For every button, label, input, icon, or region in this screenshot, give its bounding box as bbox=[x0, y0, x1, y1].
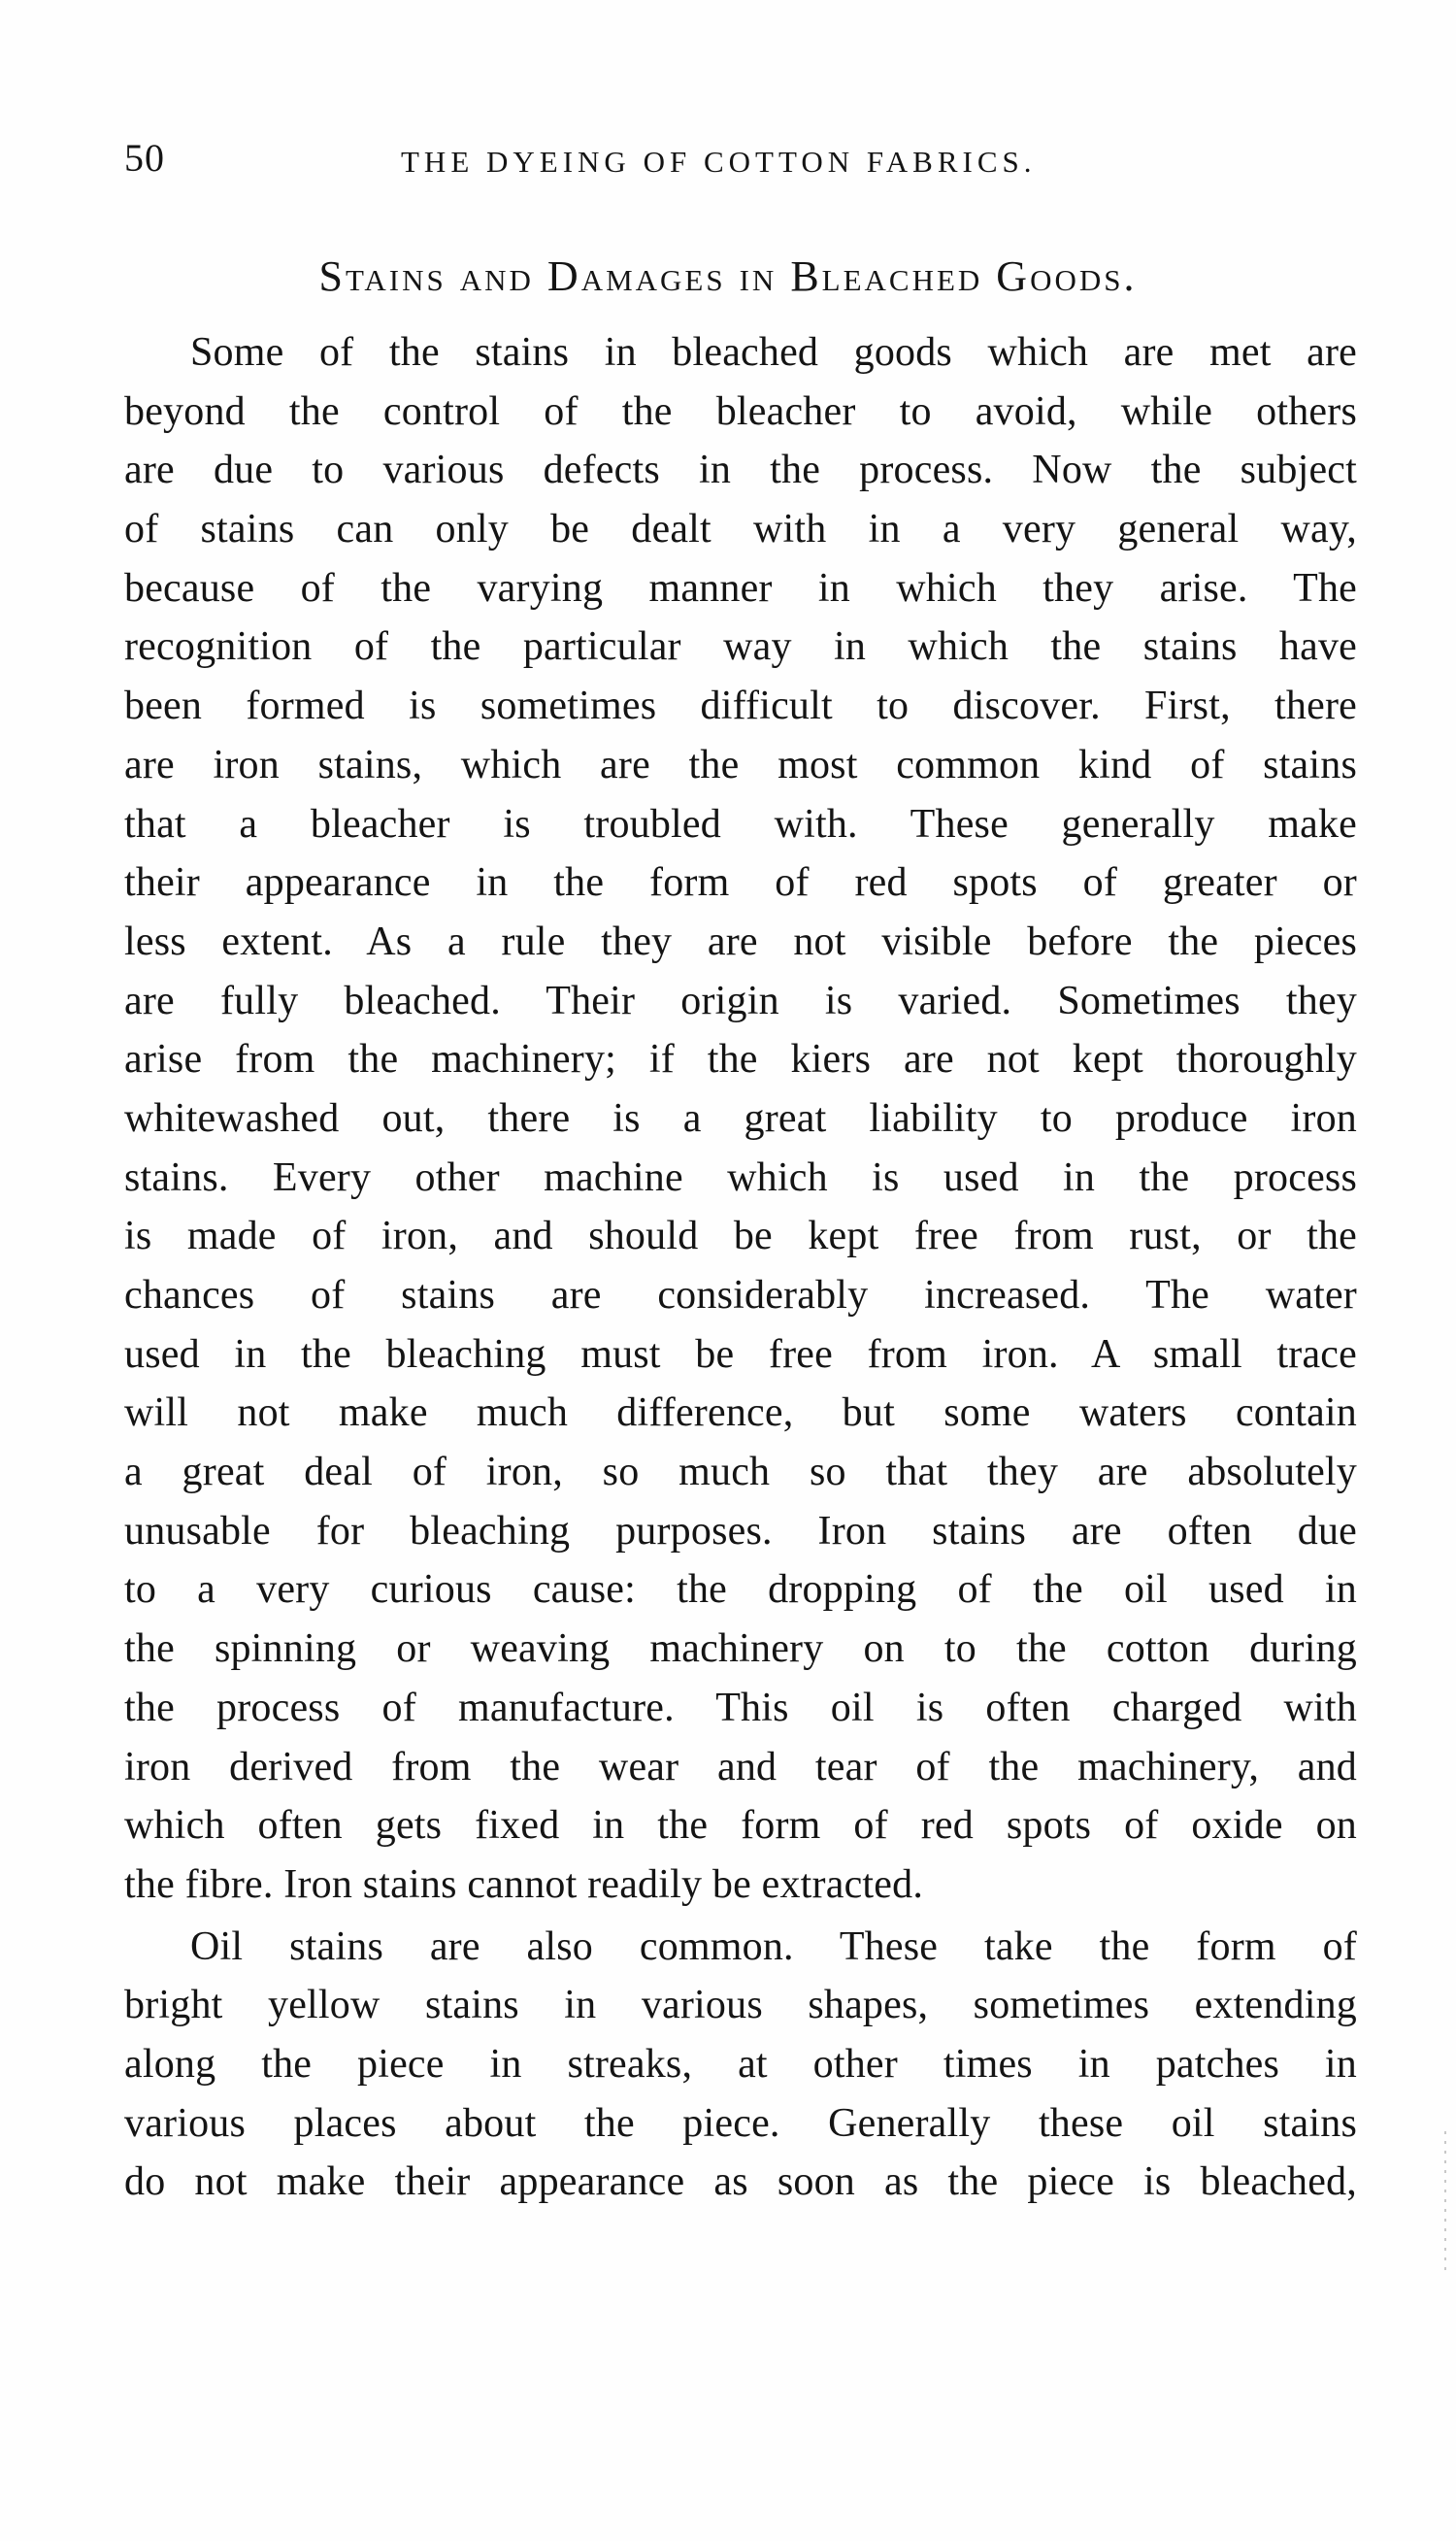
text-line: are iron stains, which are the most common kind of stains bbox=[124, 742, 1357, 787]
page-number: 50 bbox=[124, 136, 165, 180]
text-line: beyond the control of the bleacher to avoid, while others bbox=[124, 388, 1357, 434]
running-title: THE DYEING OF COTTON FABRICS. bbox=[401, 145, 1037, 179]
running-head bbox=[124, 134, 1357, 183]
text-line: the process of manufacture. This oil is often charged with bbox=[124, 1685, 1357, 1730]
text-line: arise from the machinery; if the kiers are not kept thoroughly bbox=[124, 1037, 1357, 1083]
page-edge-marks bbox=[1444, 2131, 1446, 2277]
text-line: their appearance in the form of red spots of greater or bbox=[124, 860, 1357, 906]
text-line: because of the varying manner in which they arise. The bbox=[124, 565, 1357, 611]
text-line: various places about the piece. Generally these oil stains bbox=[124, 2100, 1357, 2146]
text-line: that a bleacher is troubled with. These generally make bbox=[124, 801, 1357, 847]
text-line: a great deal of iron, so much so that they are absolutely bbox=[124, 1450, 1357, 1495]
paragraph-oil-stains bbox=[124, 1918, 1357, 2212]
text-line: the fibre. Iron stains cannot readily be extracted. bbox=[124, 1861, 924, 1907]
text-line: been formed is sometimes difficult to discover. First, there bbox=[124, 684, 1357, 729]
text-line: to a very curious cause: the dropping of the oil used in bbox=[124, 1567, 1357, 1613]
text-line: less extent. As a rule they are not visible before the pieces bbox=[124, 919, 1357, 964]
text-line: unusable for bleaching purposes. Iron stains are often due bbox=[124, 1508, 1357, 1554]
text-line: stains. Every other machine which is used in the process bbox=[124, 1154, 1357, 1200]
text-line: of stains can only be dealt with in a very general way, bbox=[124, 507, 1357, 552]
text-line: along the piece in streaks, at other times in patches in bbox=[124, 2041, 1357, 2087]
text-line: whitewashed out, there is a great liability to produce iron bbox=[124, 1095, 1357, 1141]
text-line: will not make much difference, but some waters contain bbox=[124, 1390, 1357, 1436]
text-line: do not make their appearance as soon as the piece is bleached, bbox=[124, 2159, 1357, 2205]
text-line: recognition of the particular way in which the stains have bbox=[124, 624, 1357, 670]
text-line: are due to various defects in the process. Now the subject bbox=[124, 448, 1357, 493]
text-line: the spinning or weaving machinery on to the cotton during bbox=[124, 1626, 1357, 1672]
section-title: Stains and Damages in Bleached Goods. bbox=[318, 252, 1138, 300]
text-line: chances of stains are considerably increased. The water bbox=[124, 1273, 1357, 1318]
paragraph-iron-stains bbox=[124, 323, 1357, 1915]
text-line: which often gets fixed in the form of red spots of oxide on bbox=[124, 1803, 1357, 1849]
body-text bbox=[124, 323, 1357, 2212]
text-line: Oil stains are also common. These take the form of bbox=[190, 1923, 1357, 1969]
text-line: is made of iron, and should be kept free from rust, or the bbox=[124, 1214, 1357, 1259]
text-line: used in the bleaching must be free from iron. A small trace bbox=[124, 1331, 1357, 1377]
text-line: Some of the stains in bleached goods which are met are bbox=[190, 330, 1357, 375]
text-line: iron derived from the wear and tear of the machinery, and bbox=[124, 1744, 1357, 1789]
text-line: are fully bleached. Their origin is varied. Sometimes they bbox=[124, 978, 1357, 1023]
text-line: bright yellow stains in various shapes, sometimes extending bbox=[124, 1983, 1357, 2028]
